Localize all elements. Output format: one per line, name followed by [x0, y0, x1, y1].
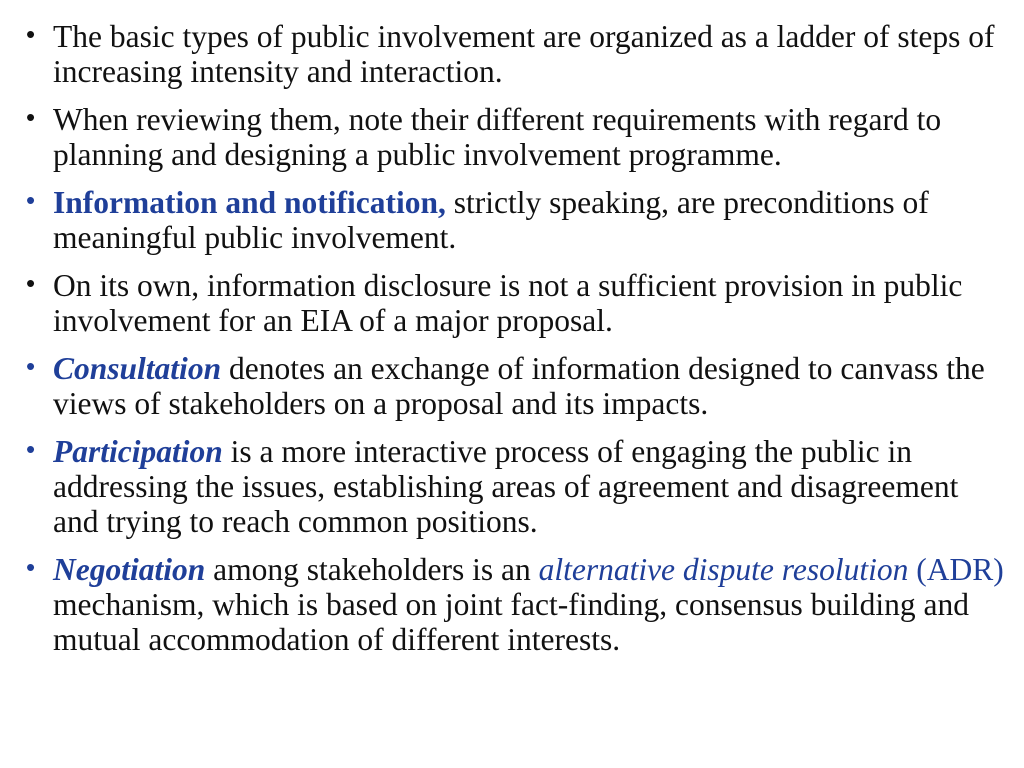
term-negotiation: Negotiation [53, 552, 206, 587]
term-information: Information and notification, [53, 185, 446, 220]
bullet-text: denotes an exchange of information designed to canvass the views of stakeholders on a proposal and its impacts. [53, 351, 985, 421]
bullet-text: When reviewing them, note their different requirements with regard to planning and designing a public involvement programme. [53, 102, 942, 172]
bullet-text: among stakeholders is an [205, 552, 539, 587]
bullet-text: The basic types of public involvement are organized as a ladder of steps of increasing intensity and interaction. [53, 19, 995, 89]
bullet-information [26, 185, 1011, 255]
term-adr: alternative dispute resolution [538, 552, 909, 587]
bullet-requirements [26, 102, 1011, 172]
term-participation: Participation [53, 434, 223, 469]
bullet-disclosure [26, 268, 1011, 338]
bullet-text: is a more interactive process of engaging the public in addressing the issues, establishing areas of agreement and disagreement and trying to reach common positions. [53, 434, 959, 539]
bullet-participation [26, 434, 1011, 539]
bullet-text: strictly speaking, are preconditions of meaningful public involvement. [53, 185, 929, 255]
term-adr-abbreviation: (ADR) [908, 552, 1004, 587]
bullet-ladder [26, 19, 1011, 89]
bullet-negotiation [26, 552, 1011, 657]
bullet-consultation [26, 351, 1011, 421]
bullet-text: On its own, information disclosure is not a sufficient provision in public involvement for an EIA of a major proposal. [53, 268, 963, 338]
bullet-text: mechanism, which is based on joint fact-finding, consensus building and mutual accommodation of different interests. [53, 587, 969, 657]
bullet-list [26, 19, 1011, 670]
term-consultation: Consultation [53, 351, 222, 386]
